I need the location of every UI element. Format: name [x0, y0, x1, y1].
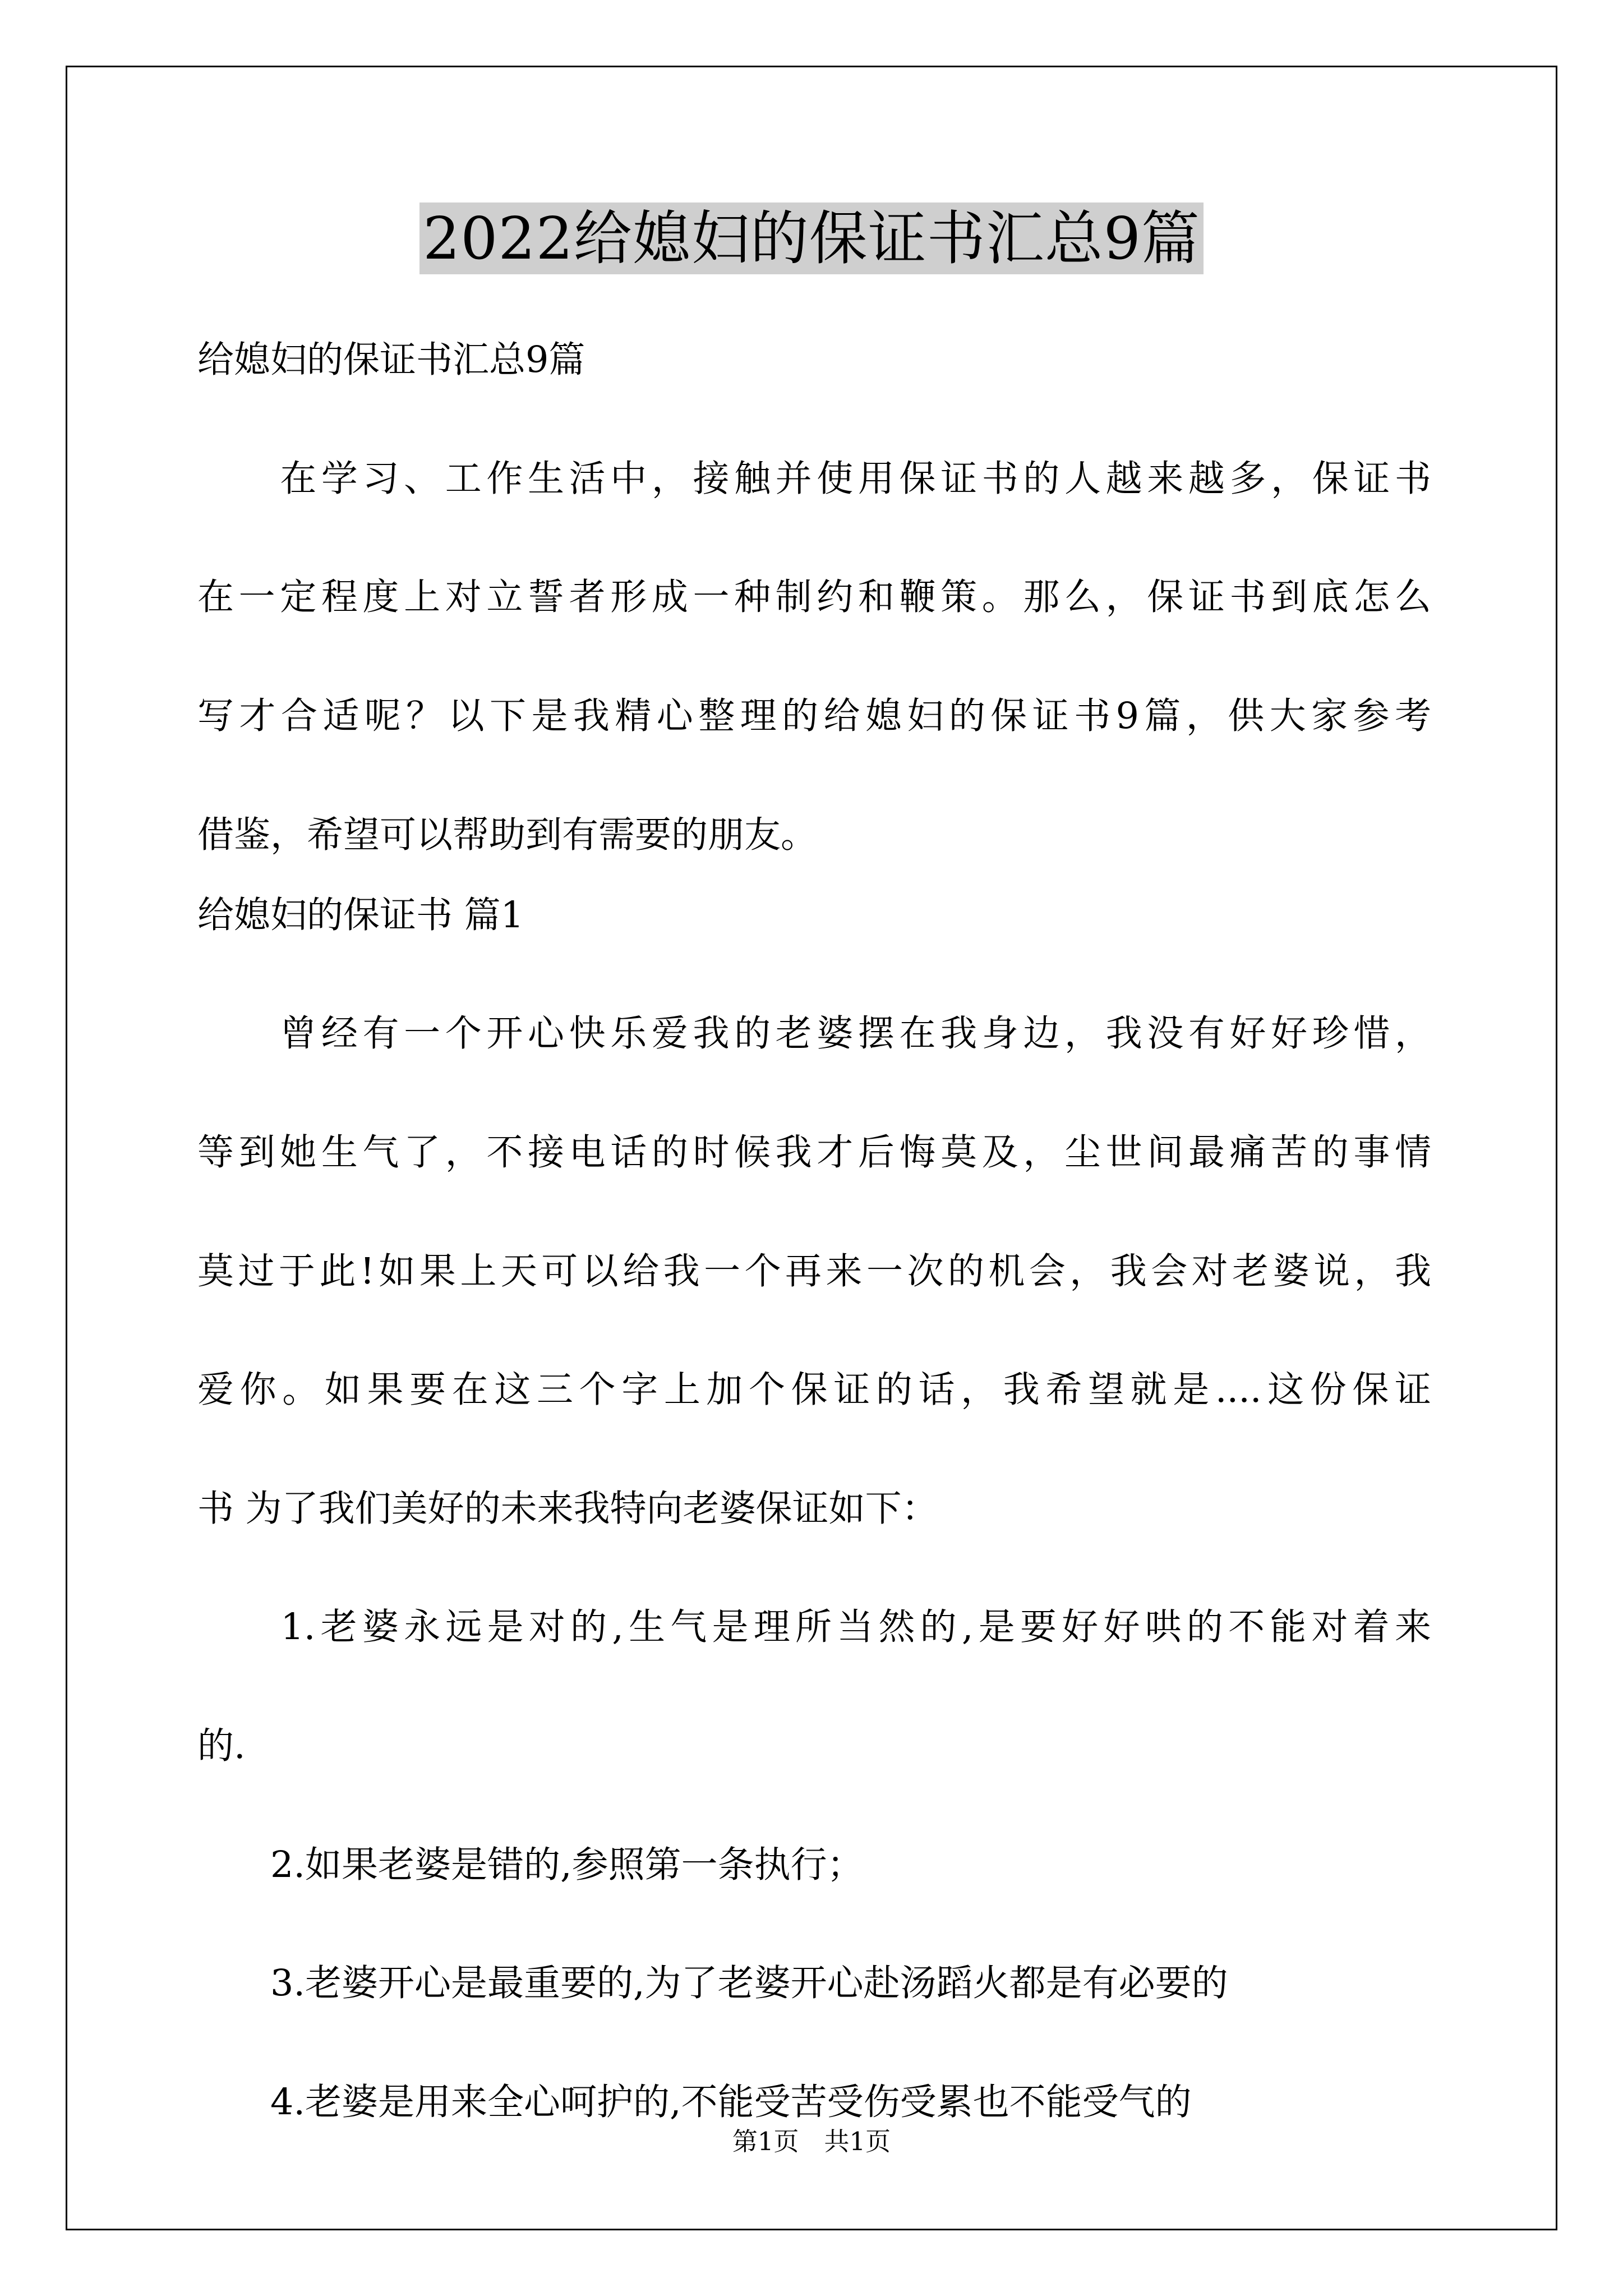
list-item: 1.老婆永远是对的,生气是理所当然的,是要好好哄的不能对着来 [197, 1606, 1431, 1648]
list-item: 3.老婆开心是最重要的,为了老婆开心赴汤蹈火都是有必要的 [197, 1962, 1228, 2004]
paragraph-line: 借鉴，希望可以帮助到有需要的朋友。 [197, 814, 818, 856]
paragraph-line: 写才合适呢？以下是我精心整理的给媳妇的保证书9篇，供大家参考 [197, 695, 1431, 737]
paragraph-line: 书 为了我们美好的未来我特向老婆保证如下： [197, 1488, 938, 1530]
list-item-continuation: 的. [197, 1725, 246, 1767]
subtitle-line: 给媳妇的保证书汇总9篇 [197, 339, 585, 381]
list-item: 2.如果老婆是错的,参照第一条执行； [197, 1844, 864, 1886]
document-title: 2022给媳妇的保证书汇总9篇 [419, 203, 1204, 274]
paragraph-line: 在学习、工作生活中，接触并使用保证书的人越来越多，保证书 [197, 458, 1431, 500]
page-footer: 第1页 共1页 [732, 2127, 891, 2156]
paragraph-line: 爱你。如果要在这三个字上加个保证的话，我希望就是....这份保证 [197, 1369, 1431, 1411]
paragraph-line: 在一定程度上对立誓者形成一种制约和鞭策。那么，保证书到底怎么 [197, 576, 1431, 618]
paragraph-line: 曾经有一个开心快乐爱我的老婆摆在我身边，我没有好好珍惜， [197, 1013, 1431, 1055]
paragraph-line: 等到她生气了，不接电话的时候我才后悔莫及，尘世间最痛苦的事情 [197, 1131, 1431, 1174]
title-wrap [0, 203, 1623, 274]
paragraph-line: 莫过于此!如果上天可以给我一个再来一次的机会，我会对老婆说，我 [197, 1250, 1431, 1292]
list-item: 4.老婆是用来全心呵护的,不能受苦受伤受累也不能受气的 [197, 2081, 1192, 2123]
section-heading: 给媳妇的保证书 篇1 [197, 894, 524, 936]
